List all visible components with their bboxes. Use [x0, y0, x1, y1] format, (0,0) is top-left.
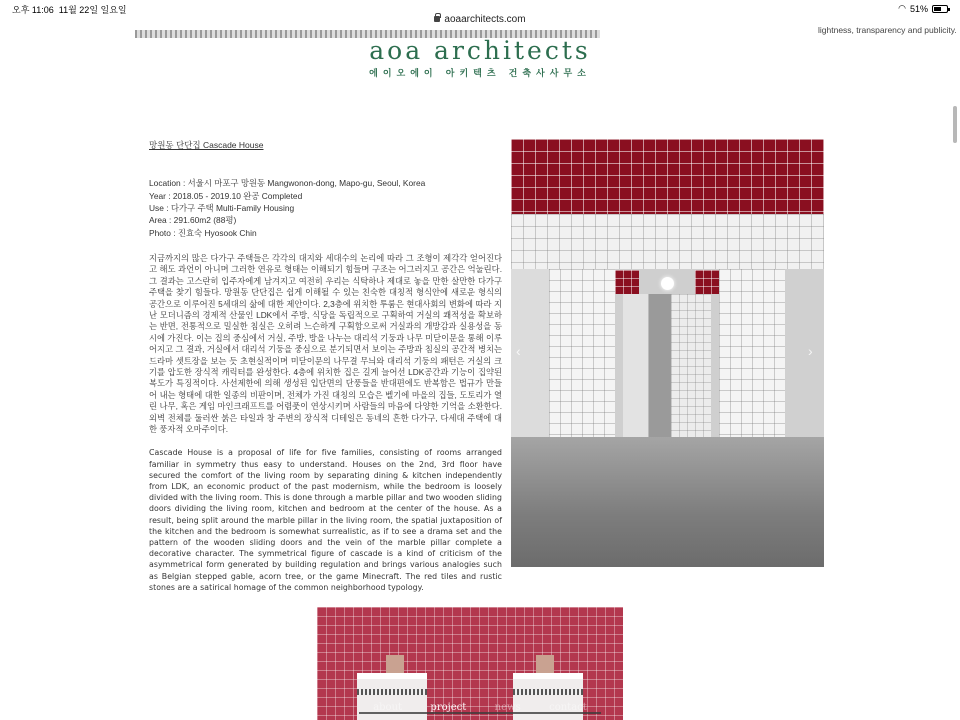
chimney-right: [536, 655, 554, 673]
inner-tile-wall: [671, 294, 711, 437]
project-info: [149, 177, 502, 238]
description-korean: 지금까지의 많은 다가구 주택들은 각각의 대지와 세대수의 논리에 따라 그 조형이 제각각 얻어진다고 해도 과언이 아니며 그러한 연유로 형태는 이해되기 힘들며 구조는 어그러지고 공간은 억눌린다. 그 결과는 고스란히 입주자에게 남겨지고 여전히 우리는 식탁하나 제대로 놓을 만한 살만한 다가구주택을 찾기 힘들다. 망원동 단단집은 쉽게 이해될 수 있는 친숙한 대칭적 형식안에 새로운 형식의 공간으로 이루어진 5세대의 삶에 대한 제안이다. 2,3층에 위치한 투룸은 현대사회의 변화에 따라 지난 모더니즘의 경제적 산물인 LDK에서 주방, 식당을 독립적으로 구획하여 거실의 쾌적성을 확보하는 반면, 전통적으로 밀실한 침실은 오히려 느슨하게 구획함으로써 거실과의 개방감과 실용성을 동시에 가진다. 이는 집의 중심에서 거실, 주방, 방을 나누는 대리석 기둥과 나무 미닫이문을 통해 이루어지고 그 결과, 거실에서 대리석 기둥을 중심으로 분기되면서 보이는 주방과 침실의 공간적 병치는 드라마 셋트장을 보는 듯 초현실적이며 미닫이문의 나무결 무늬와 대리석 기둥의 패턴은 거실의 크기를 압도한 장식적 캐릭터를 완성한다. 4층에 위치한 집은 길게 늘어선 LDK공간과 기능이 집약된 복도가 특징적이다. 사선제한에 의해 생성된 입단면의 단풍들을 반대편에도 반복함은 법규가 만들어 내는 형태에 대한 일종의 비판이며, 전체가 가진 대칭의 모습은 벨기에 마을의 집들, 도토리가 열린 나무, 혹은 게임 마인크래프트를 어렴풋이 연상시키며 사람들의 마음에 다양한 기억을 소환한다. 외벽 전체를 둘러싼 붉은 타일과 창 주변의 장식적 디테일은 동네의 흔한 다가구, 다세대 주택에 대한 풍자적 오마주이다.: [149, 252, 502, 434]
info-area: Area : 291.60m2 (88평): [149, 215, 237, 226]
description-english: Cascade House is a proposal of life for five families, consisting of rooms arranged familiar in symmetry thus easy to understand. Houses on the 2nd, 3rd floor have secured the comfort of the living room by separating dining & kitchen independently from LDK, an economic product of the past modernism, while the bedroom is loosely divided with the living room. This is done through a marble pillar and two wooden sliding doors dividing the living room, kitchen and bedroom at the center of the house. As a result, being split around the marble pillar in the living room, the spatial juxtaposition of the kitchen and the bedroom is somewhat surrealistic, as if to see a drama set and the pattern of the wooden sliding doors and the vein of the marble pillar complete a decorative character. The symmetrical figure of cascade is a kind of criticism of the asymmetrical form generated by building regulation and brings various analogies such as Belgian stepped gable, acorn tree, or the game Minecraft. The red tiles and rustic stones are a satirical homage of the common neighborhood typology.: [149, 448, 502, 592]
project-text: [149, 140, 502, 593]
site-logo-korean: 에이오에이 아키텍츠 건축사사무소: [369, 69, 591, 79]
info-photo: Photo : 진효숙 Hyosook Chin: [149, 227, 257, 238]
inner-wall: [623, 294, 649, 437]
tile-pillar-right: [719, 269, 785, 437]
wifi-icon: ◠: [898, 3, 906, 13]
gallery-prev-icon[interactable]: ‹: [516, 343, 521, 359]
lock-icon: [434, 16, 440, 22]
status-date: 11월 22일 일요일: [58, 5, 127, 15]
red-tile-roof: [511, 139, 824, 214]
gallery-next-icon[interactable]: ›: [808, 343, 813, 359]
address-bar[interactable]: [0, 8, 960, 32]
url-text: aoaarchitects.com: [444, 14, 526, 25]
red-lintel-right: [695, 270, 719, 294]
status-time: 오후 11:06: [12, 5, 54, 15]
battery-percent: 51%: [909, 3, 928, 14]
side-wall-right: [785, 269, 824, 439]
red-lintel-left: [615, 270, 639, 294]
project-title: 망원동 단단집 Cascade House: [149, 140, 264, 150]
info-use: Use : 다가구 주택 Multi-Family Housing: [149, 203, 295, 213]
info-location: Location : 서울시 마포구 망원동 Mangwonon-dong, Mapo-gu, Seoul, Korea: [149, 178, 426, 189]
nav-underline: [359, 712, 601, 714]
header-tagline: lightness, transparency and publicity.: [818, 25, 957, 35]
nav-project[interactable]: project: [430, 701, 467, 713]
pendant-lamp: [661, 277, 674, 290]
inner-room: [649, 294, 671, 437]
chimney-left: [386, 655, 404, 673]
site-logo[interactable]: aoa architects: [369, 36, 591, 65]
info-year: Year : 2018.05 - 2019.10 완공 Completed: [149, 190, 303, 201]
window-stripe: [357, 689, 427, 695]
window-stripe: [513, 689, 583, 695]
white-tile-facade: [511, 214, 824, 269]
nav-about[interactable]: about: [373, 701, 403, 713]
nav-contact[interactable]: contact: [549, 701, 587, 713]
tile-pillar-left: [549, 269, 615, 437]
concrete-floor: [511, 437, 824, 567]
scrollbar[interactable]: [953, 106, 957, 143]
project-photo[interactable]: [511, 139, 824, 567]
nav-news[interactable]: news: [494, 701, 521, 713]
